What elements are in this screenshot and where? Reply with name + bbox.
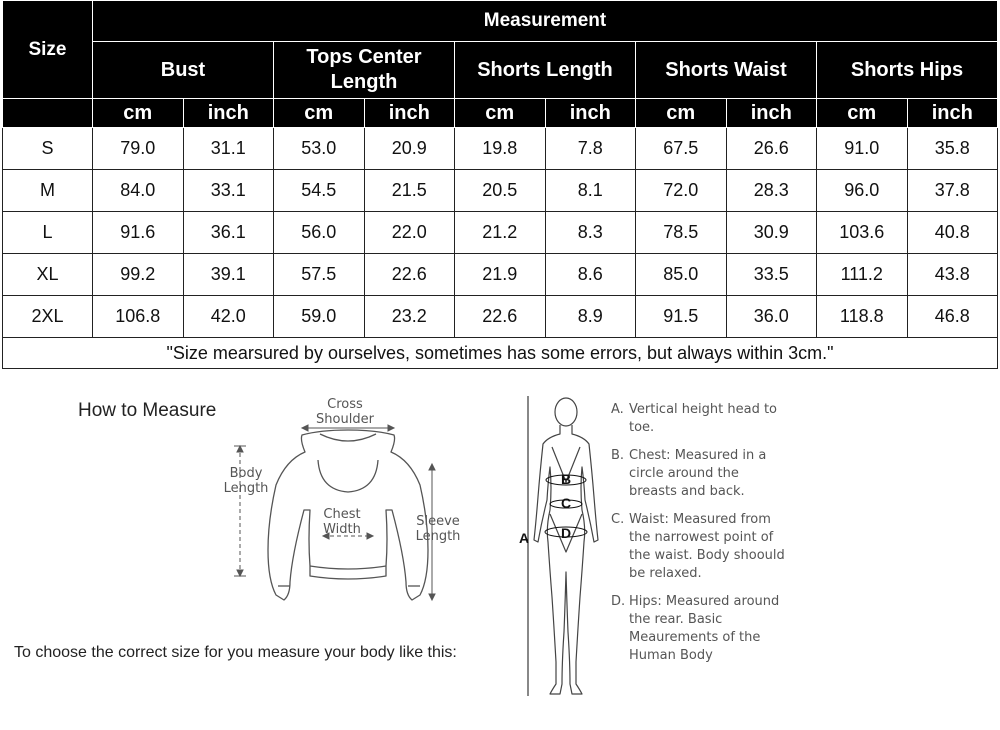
value-cell: 54.5 bbox=[274, 170, 365, 212]
value-cell: 46.8 bbox=[907, 296, 998, 338]
size-rows bbox=[3, 128, 998, 338]
value-cell: 53.0 bbox=[274, 128, 365, 170]
measure-tip: To choose the correct size for you measure your body like this: bbox=[14, 644, 457, 661]
unit-header-cm: cm bbox=[274, 99, 365, 128]
table-row bbox=[3, 296, 998, 338]
note-waist bbox=[611, 511, 786, 583]
size-cell: L bbox=[3, 212, 93, 254]
size-chart-table bbox=[2, 0, 998, 369]
value-cell: 22.6 bbox=[364, 254, 455, 296]
table-row bbox=[3, 212, 998, 254]
value-cell: 26.6 bbox=[726, 128, 817, 170]
measurement-header: Measurement bbox=[93, 1, 998, 42]
value-cell: 31.1 bbox=[183, 128, 274, 170]
value-cell: 85.0 bbox=[636, 254, 727, 296]
unit-header-cm: cm bbox=[455, 99, 546, 128]
value-cell: 43.8 bbox=[907, 254, 998, 296]
size-cell: 2XL bbox=[3, 296, 93, 338]
cross-shoulder-label: Cross Shoulder bbox=[316, 397, 374, 427]
value-cell: 72.0 bbox=[636, 170, 727, 212]
value-cell: 40.8 bbox=[907, 212, 998, 254]
note-letter: D. bbox=[611, 594, 626, 609]
value-cell: 37.8 bbox=[907, 170, 998, 212]
value-cell: 33.1 bbox=[183, 170, 274, 212]
unit-header-cm: cm bbox=[636, 99, 727, 128]
value-cell: 103.6 bbox=[817, 212, 908, 254]
value-cell: 33.5 bbox=[726, 254, 817, 296]
value-cell: 21.9 bbox=[455, 254, 546, 296]
note-chest bbox=[611, 447, 786, 501]
how-to-measure-title: How to Measure bbox=[78, 400, 217, 421]
unit-header-inch: inch bbox=[545, 99, 636, 128]
value-cell: 67.5 bbox=[636, 128, 727, 170]
value-cell: 99.2 bbox=[93, 254, 184, 296]
body-length-label: Body Length bbox=[223, 466, 269, 496]
table-note: "Size mearsured by ourselves, sometimes has some errors, but always within 3cm." bbox=[3, 338, 998, 369]
value-cell: 19.8 bbox=[455, 128, 546, 170]
value-cell: 8.3 bbox=[545, 212, 636, 254]
value-cell: 84.0 bbox=[93, 170, 184, 212]
unit-header-inch: inch bbox=[907, 99, 998, 128]
unit-header-cm: cm bbox=[93, 99, 184, 128]
value-cell: 91.5 bbox=[636, 296, 727, 338]
size-cell: M bbox=[3, 170, 93, 212]
value-cell: 56.0 bbox=[274, 212, 365, 254]
value-cell: 8.1 bbox=[545, 170, 636, 212]
group-header-tops-center-length: Tops Center Length bbox=[274, 42, 455, 99]
value-cell: 79.0 bbox=[93, 128, 184, 170]
group-header-shorts-hips: Shorts Hips bbox=[817, 42, 998, 99]
group-header-shorts-length: Shorts Length bbox=[455, 42, 636, 99]
note-vertical-height bbox=[611, 401, 786, 437]
unit-corner bbox=[3, 99, 93, 128]
value-cell: 35.8 bbox=[907, 128, 998, 170]
value-cell: 59.0 bbox=[274, 296, 365, 338]
chest-width-label: Chest Width bbox=[323, 507, 361, 537]
table-row bbox=[3, 254, 998, 296]
value-cell: 118.8 bbox=[817, 296, 908, 338]
figure-letter-c: C bbox=[561, 495, 572, 511]
value-cell: 57.5 bbox=[274, 254, 365, 296]
figure-letter-d: D bbox=[561, 525, 572, 541]
note-letter: C. bbox=[611, 512, 625, 527]
value-cell: 36.1 bbox=[183, 212, 274, 254]
figure-letter-b: B bbox=[561, 471, 572, 487]
value-cell: 36.0 bbox=[726, 296, 817, 338]
value-cell: 23.2 bbox=[364, 296, 455, 338]
value-cell: 91.0 bbox=[817, 128, 908, 170]
note-text: Chest: Measured in a circle around the breasts and back. bbox=[629, 448, 767, 499]
table-row bbox=[3, 128, 998, 170]
measurement-notes bbox=[611, 401, 786, 675]
value-cell: 42.0 bbox=[183, 296, 274, 338]
sleeve-length-label: Sleeve Length bbox=[415, 514, 461, 544]
note-text: Hips: Measured around the rear. Basic Meaurements of the Human Body bbox=[629, 594, 780, 663]
size-header: Size bbox=[3, 1, 93, 99]
value-cell: 106.8 bbox=[93, 296, 184, 338]
value-cell: 39.1 bbox=[183, 254, 274, 296]
value-cell: 20.5 bbox=[455, 170, 546, 212]
value-cell: 20.9 bbox=[364, 128, 455, 170]
value-cell: 78.5 bbox=[636, 212, 727, 254]
value-cell: 91.6 bbox=[93, 212, 184, 254]
note-text: Vertical height head to toe. bbox=[629, 402, 778, 435]
value-cell: 21.5 bbox=[364, 170, 455, 212]
note-letter: B. bbox=[611, 448, 625, 463]
value-cell: 7.8 bbox=[545, 128, 636, 170]
unit-header-inch: inch bbox=[183, 99, 274, 128]
value-cell: 22.0 bbox=[364, 212, 455, 254]
group-header-shorts-waist: Shorts Waist bbox=[636, 42, 817, 99]
note-letter: A. bbox=[611, 402, 624, 417]
value-cell: 8.6 bbox=[545, 254, 636, 296]
figure-letter-a: A bbox=[519, 530, 530, 546]
value-cell: 21.2 bbox=[455, 212, 546, 254]
value-cell: 28.3 bbox=[726, 170, 817, 212]
size-cell: XL bbox=[3, 254, 93, 296]
size-cell: S bbox=[3, 128, 93, 170]
unit-header-inch: inch bbox=[726, 99, 817, 128]
unit-header-inch: inch bbox=[364, 99, 455, 128]
value-cell: 30.9 bbox=[726, 212, 817, 254]
value-cell: 96.0 bbox=[817, 170, 908, 212]
table-row bbox=[3, 170, 998, 212]
value-cell: 111.2 bbox=[817, 254, 908, 296]
human-figure bbox=[510, 392, 610, 712]
group-header-bust: Bust bbox=[93, 42, 274, 99]
unit-header-cm: cm bbox=[817, 99, 908, 128]
note-text: Waist: Measured from the narrowest point of the waist. Body shoould be relaxed. bbox=[629, 512, 785, 581]
note-hips bbox=[611, 593, 786, 665]
value-cell: 22.6 bbox=[455, 296, 546, 338]
value-cell: 8.9 bbox=[545, 296, 636, 338]
